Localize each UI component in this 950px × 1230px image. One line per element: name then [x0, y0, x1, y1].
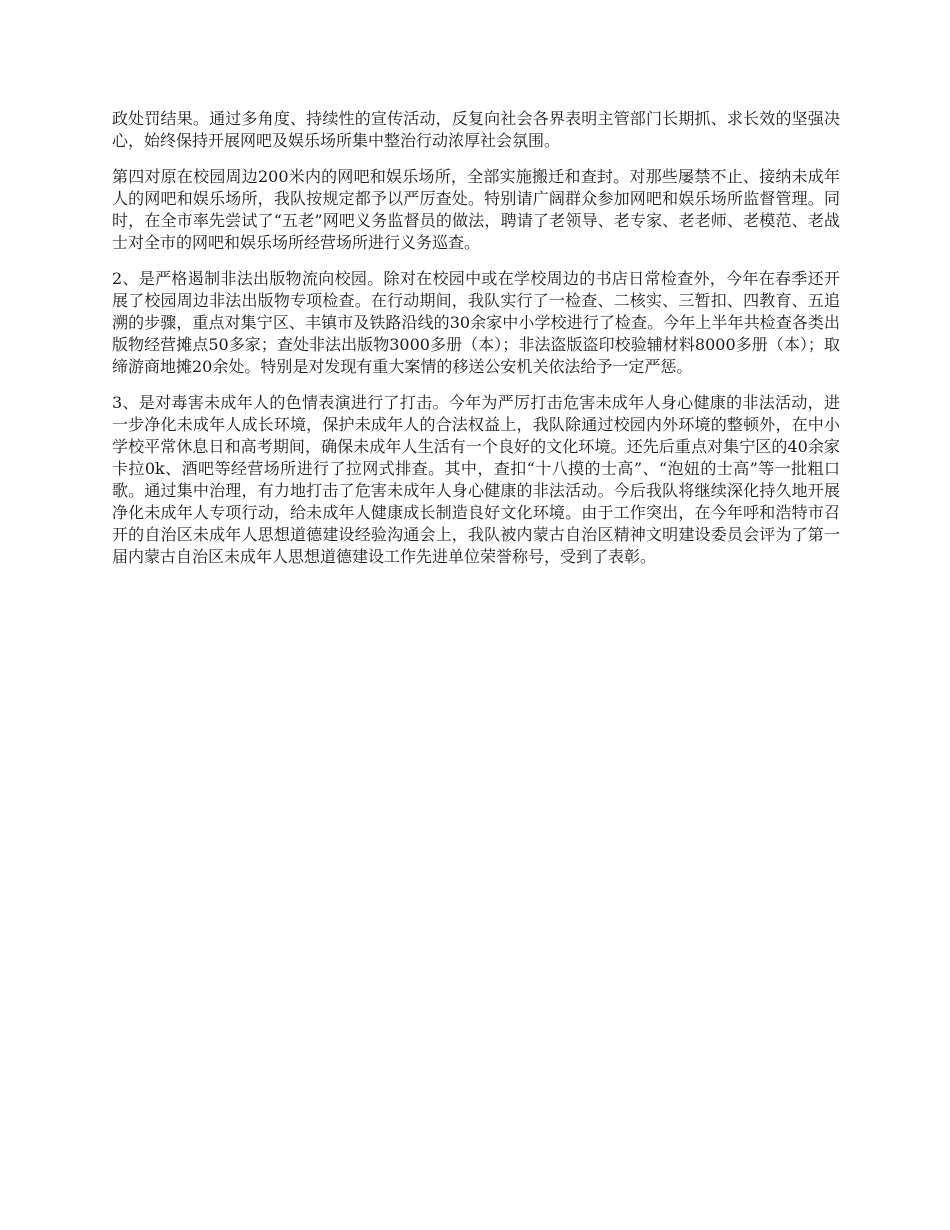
document-body: [112, 108, 840, 582]
paragraph-performance-crackdown: 3、是对毒害未成年人的色情表演进行了打击。今年为严厉打击危害未成年人身心健康的非法活动，进一步净化未成年人成长环境，保护未成年人的合法权益上，我队除通过校园内外环境的整顿外，在中小学校平常休息日和高考期间，确保未成年人生活有一个良好的文化环境。还先后重点对集宁区的40余家卡拉0k、酒吧等经营场所进行了拉网式排查。其中，查扣“十八摸的士高”、“泡妞的士高”等一批粗口歌。通过集中治理，有力地打击了危害未成年人身心健康的非法活动。今后我队将继续深化持久地开展净化未成年人专项行动，给未成年人健康成长制造良好文化环境。由于工作突出，在今年呼和浩特市召开的自治区未成年人思想道德建设经验沟通会上，我队被内蒙古自治区精神文明建设委员会评为了第一届内蒙古自治区未成年人思想道德建设工作先进单位荣誉称号，受到了表彰。: [112, 393, 840, 566]
paragraph-fourth-relocation: 第四对原在校园周边200米内的网吧和娱乐场所，全部实施搬迁和查封。对那些屡禁不止、接纳未成年人的网吧和娱乐场所，我队按规定都予以严厉查处。特别请广阔群众参加网吧和娱乐场所监督管理。同时，在全市率先尝试了“五老”网吧义务监督员的做法，聘请了老领导、老专家、老老师、老模范、老战士对全市的网吧和娱乐场所经营场所进行义务巡查。: [112, 167, 840, 252]
paragraph-illegal-publications: 2、是严格遏制非法出版物流向校园。除对在校园中或在学校周边的书店日常检查外，今年在春季还开展了校园周边非法出版物专项检查。在行动期间，我队实行了一检查、二核实、三暂扣、四教育、五追溯的步骤，重点对集宁区、丰镇市及铁路沿线的30余家中小学校进行了检查。今年上半年共检查各类出版物经营摊点50多家；查处非法出版物3000多册（本）；非法盗版盗印校验辅材料8000多册（本）；取缔游商地摊20余处。特别是对发现有重大案情的移送公安机关依法给予一定严惩。: [112, 269, 840, 376]
paragraph-penalty-results: 政处罚结果。通过多角度、持续性的宣传活动，反复向社会各界表明主管部门长期抓、求长效的坚强决心，始终保持开展网吧及娱乐场所集中整治行动浓厚社会氛围。: [112, 109, 840, 150]
